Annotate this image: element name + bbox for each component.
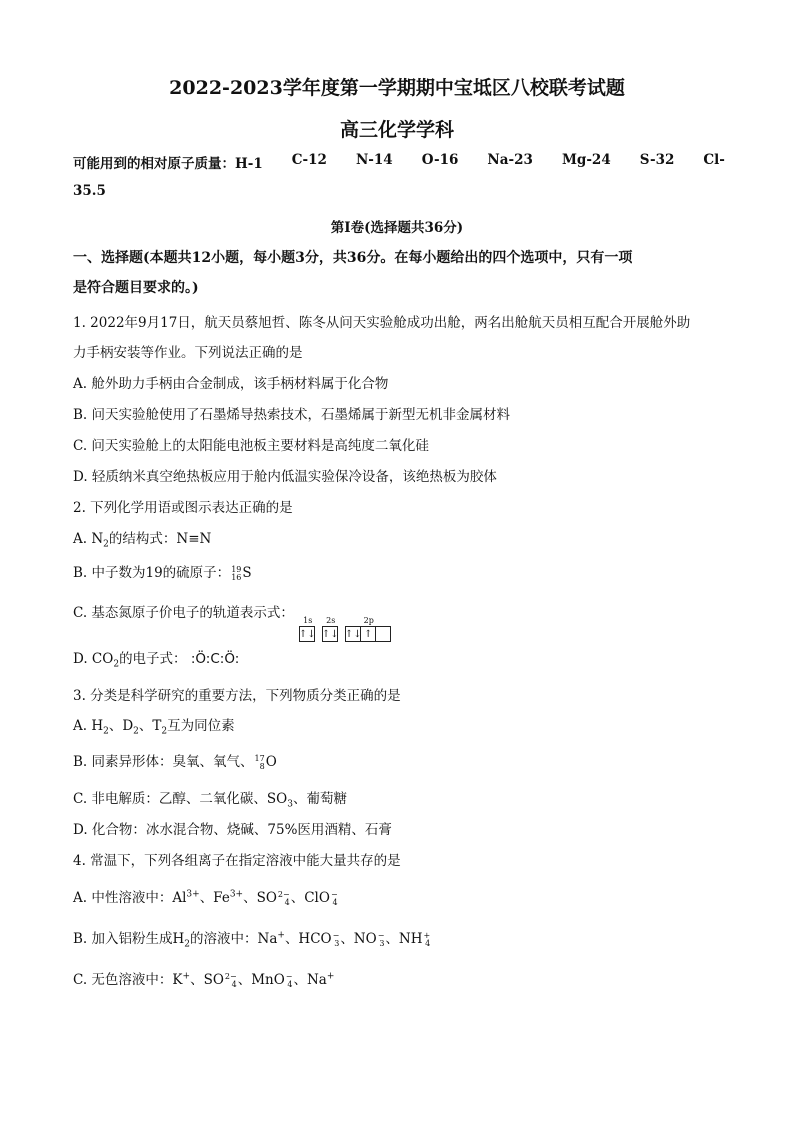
q2-option-a: A. $N_2$的结构式：N≡N	[73, 531, 212, 550]
atomic-mass-tail: 35.5	[73, 183, 106, 199]
atomic-mass-item: C-12	[291, 152, 327, 168]
atomic-mass-label: 可能用到的相对原子质量：H-1	[73, 156, 263, 172]
atomic-mass-item: O-16	[421, 152, 459, 168]
orbital-box: ↑	[360, 626, 376, 642]
q4-option-a: A. 中性溶液中：$Al^{3+}$、$Fe^{3+}$、SO 2− 4 、ClO − 4	[73, 889, 338, 907]
q3-option-b: B. 同素异形体：臭氧、氧气、 17 8 O	[73, 753, 277, 771]
orbital-box	[375, 626, 391, 642]
atomic-mass-line	[73, 152, 725, 172]
q2-option-d: D. $CO_2$的电子式： :Ö:C:Ö:	[73, 651, 240, 670]
q1-stem-cont: 力手柄安装等作业。下列说法正确的是	[73, 345, 303, 361]
exam-title: 2022-2023学年度第一学期期中宝坻区八校联考试题	[169, 77, 625, 99]
q3-option-c: C. 非电解质：乙醇、二氧化碳、$SO_3$、葡萄糖	[73, 791, 347, 810]
orbital-box: ↑↓	[299, 626, 315, 642]
q4-stem: 4. 常温下，下列各组离子在指定溶液中能大量共存的是	[73, 853, 401, 869]
q4-option-c: C. 无色溶液中：K+、SO 2− 4 、MnO − 4 、Na+	[73, 971, 335, 989]
atomic-mass-item: Cl-	[703, 152, 725, 168]
q2-option-c: C. 基态氮原子价电子的轨道表示式： 1s ↑↓ 2s ↑↓ 2p ↑↓ ↑	[73, 601, 391, 642]
atomic-mass-item: Mg-24	[561, 152, 611, 168]
q4-option-b: B. 加入铝粉生成$H_2$的溶液中：Na+、HCO − 3 、NO − 3 、NH + 4	[73, 930, 431, 950]
orbital-diagram: 1s ↑↓ 2s ↑↓ 2p ↑↓ ↑	[300, 616, 391, 642]
atomic-mass-item: Na-23	[487, 152, 533, 168]
q1-option-d: D. 轻质纳米真空绝热板应用于舱内低温实验保冷设备，该绝热板为胶体	[73, 469, 497, 485]
q1-option-a: A. 舱外助力手柄由合金制成，该手柄材料属于化合物	[73, 376, 389, 392]
q2-option-b: B. 中子数为19的硫原子： 19 16 S	[73, 564, 252, 582]
q3-option-d: D. 化合物：冰水混合物、烧碱、75%医用酒精、石膏	[73, 822, 392, 838]
orbital-box: ↑↓	[322, 626, 338, 642]
atomic-mass-item: N-14	[355, 152, 393, 168]
exam-subtitle: 高三化学学科	[339, 119, 454, 141]
electron-formula: :Ö:C:Ö:	[190, 651, 240, 667]
q2-stem: 2. 下列化学用语或图示表达正确的是	[73, 500, 293, 516]
section-title: 第Ⅰ卷(选择题共36分)	[330, 220, 464, 236]
section-instructions-cont: 是符合题目要求的。)	[73, 280, 199, 296]
atomic-mass-item: S-32	[639, 152, 675, 168]
orbital-box: ↑↓	[345, 626, 361, 642]
nuclide-notation: 19 16	[231, 564, 242, 582]
nuclide-notation: 17 8	[254, 753, 265, 771]
q1-stem: 1. 2022年9月17日，航天员蔡旭哲、陈冬从问天实验舱成功出舱，两名出舱航天员相互配合开展舱外助	[73, 315, 691, 331]
q3-stem: 3. 分类是科学研究的重要方法，下列物质分类正确的是	[73, 688, 401, 704]
q3-option-a: A. $H_2$、$D_2$、$T_2$互为同位素	[73, 718, 235, 737]
q1-option-c: C. 问天实验舱上的太阳能电池板主要材料是高纯度二氧化硅	[73, 438, 429, 454]
section-instructions: 一、选择题(本题共12小题，每小题3分，共36分。在每小题给出的四个选项中，只有一项	[73, 250, 633, 266]
q1-option-b: B. 问天实验舱使用了石墨烯导热索技术，石墨烯属于新型无机非金属材料	[73, 407, 511, 423]
